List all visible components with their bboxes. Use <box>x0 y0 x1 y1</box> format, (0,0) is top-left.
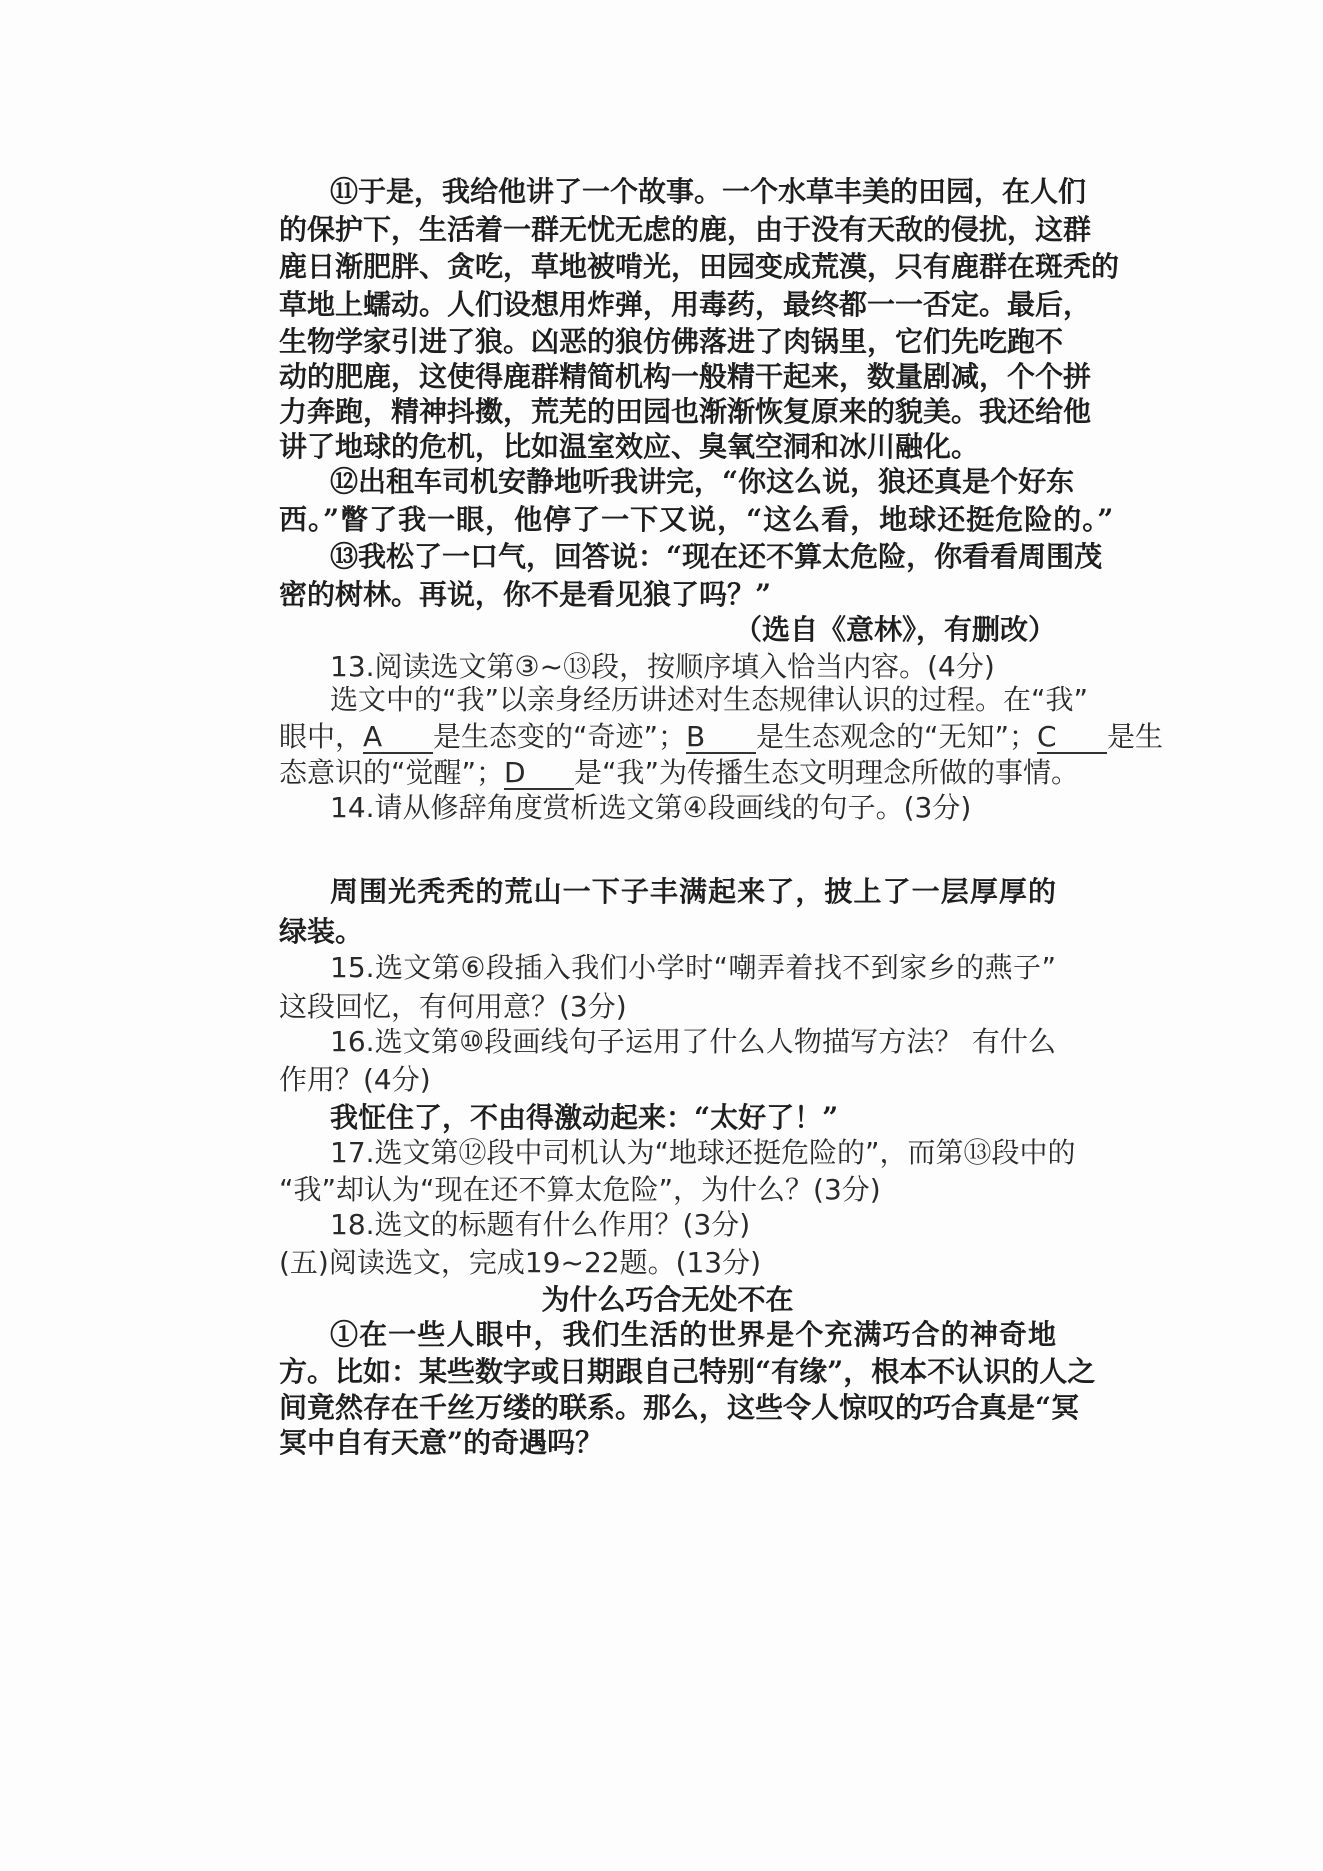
question-16: 作用？(4分) <box>279 1063 431 1096</box>
article-paragraph-1-line: 间竟然存在千丝万缕的联系。那么，这些令人惊叹的巧合真是“冥 <box>279 1391 1080 1424</box>
question-13-fill-line <box>279 755 1080 791</box>
article-paragraph-1-line: 冥中自有天意”的奇遇吗？ <box>279 1426 604 1459</box>
paragraph-11-line: 生物学家引进了狼。凶恶的狼仿佛落进了肉锅里，它们先吃跑不 <box>279 325 1064 358</box>
paragraph-13-line: ⑬我松了一口气，回答说：“现在还不算太危险，你看看周围茂 <box>330 540 1103 573</box>
paragraph-11-line: 鹿日渐肥胖、贪吃，草地被啃光，田园变成荒漠，只有鹿群在斑秃的 <box>279 250 1120 283</box>
question-13-fill-line <box>279 719 1164 755</box>
fill-text: 态意识的“觉醒”； <box>279 756 505 789</box>
paragraph-11-line: 讲了地球的危机，比如温室效应、臭氧空洞和冰川融化。 <box>279 430 980 463</box>
paragraph-11-line: 草地上蠕动。人们设想用炸弹，用毒药，最终都一一否定。最后， <box>279 288 1092 321</box>
paragraph-11-line: 的保护下，生活着一群无忧无虑的鹿，由于没有天敌的侵扰，这群 <box>279 213 1092 246</box>
question-13: 13.阅读选文第③~⑬段，按顺序填入恰当内容。(4分) <box>330 650 995 683</box>
fill-text: 是“我”为传播生态文明理念所做的事情。 <box>574 756 1080 789</box>
question-13-text: 选文中的“我”以亲身经历讲述对生态规律认识的过程。在“我” <box>330 683 1089 716</box>
fill-text: 是生态变的“奇迹”； <box>433 720 687 753</box>
paragraph-13-line: 密的树林。再说，你不是看见狼了吗？” <box>279 578 772 611</box>
fill-text: 眼中， <box>279 720 364 753</box>
paragraph-12-line: ⑫出租车司机安静地听我讲完，“你这么说，狼还真是个好东 <box>330 465 1075 498</box>
quoted-sentence: 我怔住了，不由得激动起来：“太好了！” <box>330 1101 839 1134</box>
fill-text: 是生态观念的“无知”； <box>756 720 1038 753</box>
source-citation: （选自《意林》，有删改） <box>733 613 1056 646</box>
article-paragraph-1-line: 方。比如：某些数字或日期跟自己特别“有缘”，根本不认识的人之 <box>279 1355 1096 1388</box>
paragraph-12-line: 西。”瞥了我一眼，他停了一下又说，“这么看，地球还挺危险的。” <box>279 503 1115 536</box>
fill-text: 是生 <box>1107 720 1164 753</box>
question-18: 18.选文的标题有什么作用？(3分) <box>330 1208 751 1241</box>
quoted-sentence: 绿装。 <box>279 915 364 948</box>
quoted-sentence: 周围光秃秃的荒山一下子丰满起来了，披上了一层厚厚的 <box>330 875 1056 908</box>
question-15: 这段回忆，有何用意？(3分) <box>279 990 627 1023</box>
paragraph-11-line: 力奔跑，精神抖擞，荒芜的田园也渐渐恢复原来的貌美。我还给他 <box>279 395 1092 428</box>
blank-a: A <box>363 722 433 754</box>
question-17: “我”却认为“现在还不算太危险”，为什么？(3分) <box>279 1173 881 1206</box>
paragraph-11-line: ⑪于是，我给他讲了一个故事。一个水草丰美的田园，在人们 <box>330 175 1087 208</box>
question-15: 15.选文第⑥段插入我们小学时“嘲弄着找不到家乡的燕子” <box>330 951 1056 984</box>
blank-c: C <box>1037 722 1107 754</box>
question-16: 16.选文第⑩段画线句子运用了什么人物描写方法？ 有什么 <box>330 1025 1056 1058</box>
blank-b: B <box>686 722 756 754</box>
question-14: 14.请从修辞角度赏析选文第④段画线的句子。(3分) <box>330 791 972 824</box>
article-paragraph-1-line: ①在一些人眼中，我们生活的世界是个充满巧合的神奇地 <box>330 1318 1056 1351</box>
article-title: 为什么巧合无处不在 <box>541 1283 794 1316</box>
blank-d: D <box>504 758 574 790</box>
section-5-heading: (五)阅读选文，完成19~22题。(13分) <box>279 1246 762 1279</box>
question-17: 17.选文第⑫段中司机认为“地球还挺危险的”，而第⑬段中的 <box>330 1136 1076 1169</box>
paragraph-11-line: 动的肥鹿，这使得鹿群精简机构一般精干起来，数量剧减，个个拼 <box>279 360 1092 393</box>
